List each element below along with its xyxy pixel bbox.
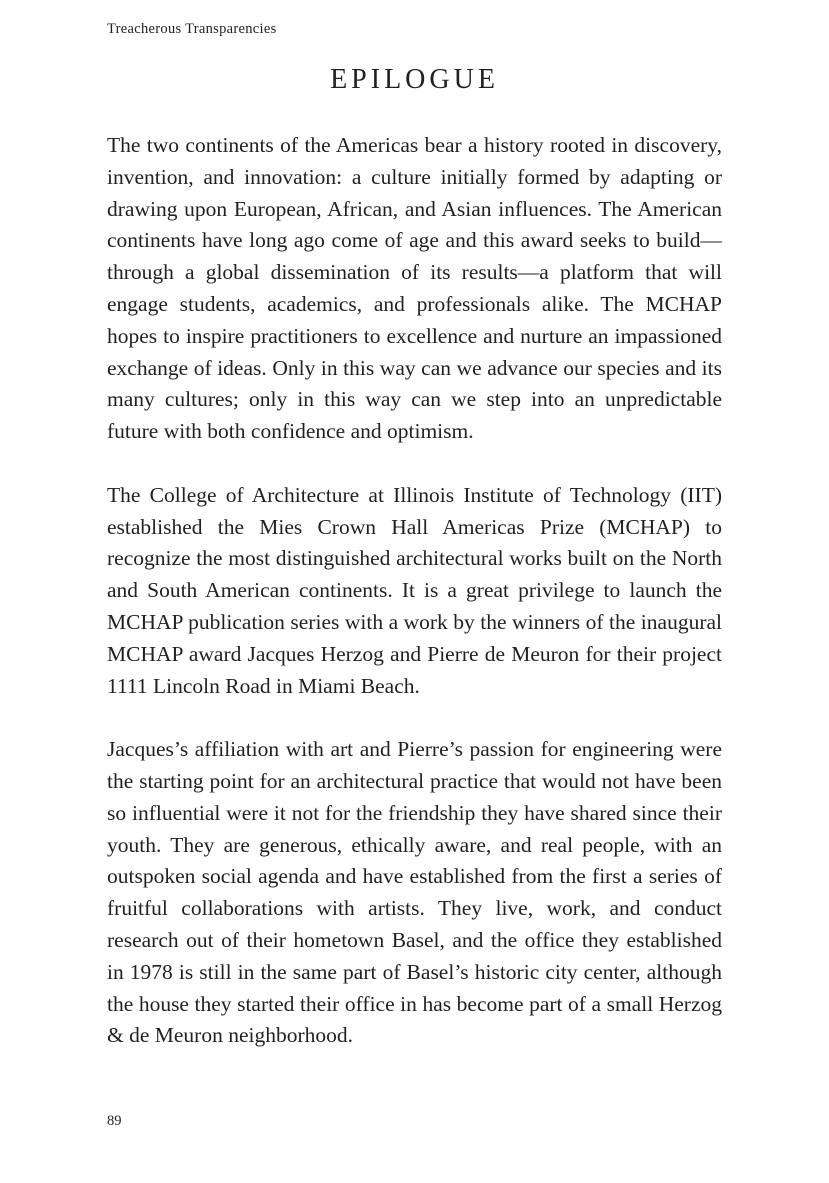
- body-text: [107, 130, 722, 1084]
- paragraph-1: The two continents of the Americas bear a history rooted in discovery, invention, and innovation: a culture initially formed by adapting or drawing upon European, African, and Asian influences. The American continents have long ago come of age and this award seeks to build—through a global dissemination of its results—a platform that will engage students, academics, and professionals alike. The MCHAP hopes to inspire practitioners to excellence and nurture an impassioned exchange of ideas. Only in this way can we advance our species and its many cultures; only in this way can we step into an unpredictable future with both confidence and optimism.: [107, 133, 722, 444]
- paragraph-3: Jacques’s affiliation with art and Pierre’s passion for engineering were the starting point for an architectural practice that would not have been so influential were it not for the friendship they have shared since their youth. They are generous, ethically aware, and real people, with an outspoken social agenda and have established from the first a series of fruitful collaborations with artists. They live, work, and conduct research out of their hometown Basel, and the office they established in 1978 is still in the same part of Basel’s historic city center, although the house they started their office in has become part of a small Herzog & de Meuron neighborhood.: [107, 737, 722, 1048]
- page-number: 89: [107, 1113, 122, 1129]
- running-header: Treacherous Transparencies: [107, 21, 277, 37]
- paragraph-2: The College of Architecture at Illinois Institute of Technology (IIT) established the Mies Crown Hall Americas Prize (MCHAP) to recognize the most distinguished architectural works built on the North and South American continents. It is a great privilege to launch the MCHAP publication series with a work by the winners of the inaugural MCHAP award Jacques Herzog and Pierre de Meuron for their project 1111 Lincoln Road in Miami Beach.: [107, 482, 722, 698]
- chapter-title: EPILOGUE: [330, 64, 499, 95]
